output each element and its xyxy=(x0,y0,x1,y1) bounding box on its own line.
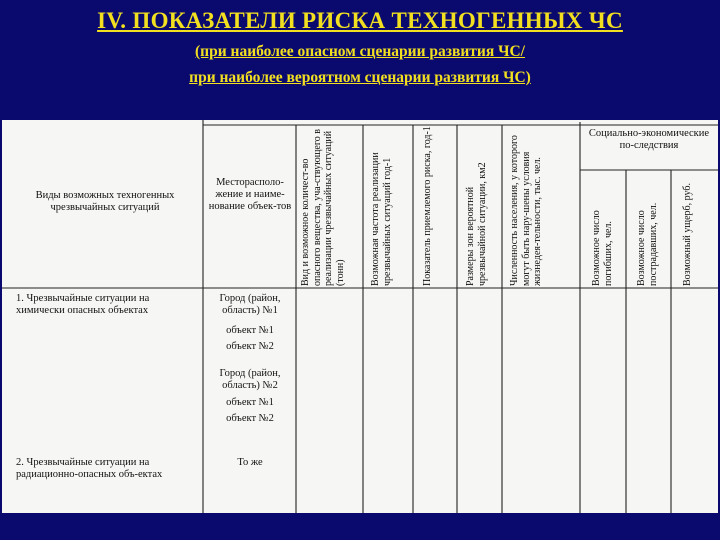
row-chemical-object-1: объект №1 xyxy=(226,325,274,336)
header-hazardous-substance: Вид и возможное количест-во опасного вещества, уча-ствующего в реализации чрезвычайных ситуаций (тонн) xyxy=(300,129,346,286)
row-chemical-city-2-object-2: объект №2 xyxy=(226,413,274,424)
header-possible-deaths: Возможное число погибших, чел. xyxy=(591,210,614,286)
row-chemical-city-2: Город (район, область) №2 xyxy=(219,368,281,391)
header-socioeconomic-consequences: Социально-экономические по-следствия xyxy=(588,128,710,151)
slide-subtitle-line-1: (при наиболее опасном сценарии развития ЧС/ xyxy=(195,43,525,60)
slide-bottom-band xyxy=(0,513,720,540)
row-chemical-city-1: Город (район, область) №1 xyxy=(219,293,281,316)
header-emergency-frequency: Возможная частота реализации чрезвычайных ситуаций год-1 xyxy=(370,152,393,286)
slide-subtitle-line-2: при наиболее вероятном сценарии развития ЧС) xyxy=(189,69,531,86)
header-possible-damage: Возможный ущерб, руб. xyxy=(682,183,693,286)
header-zone-size: Размеры зон вероятной чрезвычайной ситуации, км2 xyxy=(465,162,488,286)
header-acceptable-risk: Показатель приемлемого риска, год-1 xyxy=(422,126,433,286)
row-chemical-type: 1. Чрезвычайные ситуации на химически опасных объектах xyxy=(16,293,150,316)
slide-title: IV. ПОКАЗАТЕЛИ РИСКА ТЕХНОГЕННЫХ ЧС xyxy=(97,8,623,33)
row-chemical-object-2: объект №2 xyxy=(226,341,274,352)
header-affected-population: Численность населения, у которого могут быть нару-шены условия жизнедея-тельности, тыс. чел. xyxy=(509,135,543,286)
risk-indicators-table xyxy=(2,120,718,513)
row-radiation-type: 2. Чрезвычайные ситуации на радиационно-опасных объ-ектах xyxy=(16,457,163,480)
header-possible-injured: Возможное число пострадавших, чел. xyxy=(636,202,659,286)
header-emergency-types: Виды возможных техногенных чрезвычайных ситуаций xyxy=(35,190,175,213)
header-object-location: Месторасполо-жение и наиме-нование объек-тов xyxy=(208,177,292,212)
row-chemical-city-2-object-1: объект №1 xyxy=(226,397,274,408)
row-radiation-location: То же xyxy=(237,457,263,468)
